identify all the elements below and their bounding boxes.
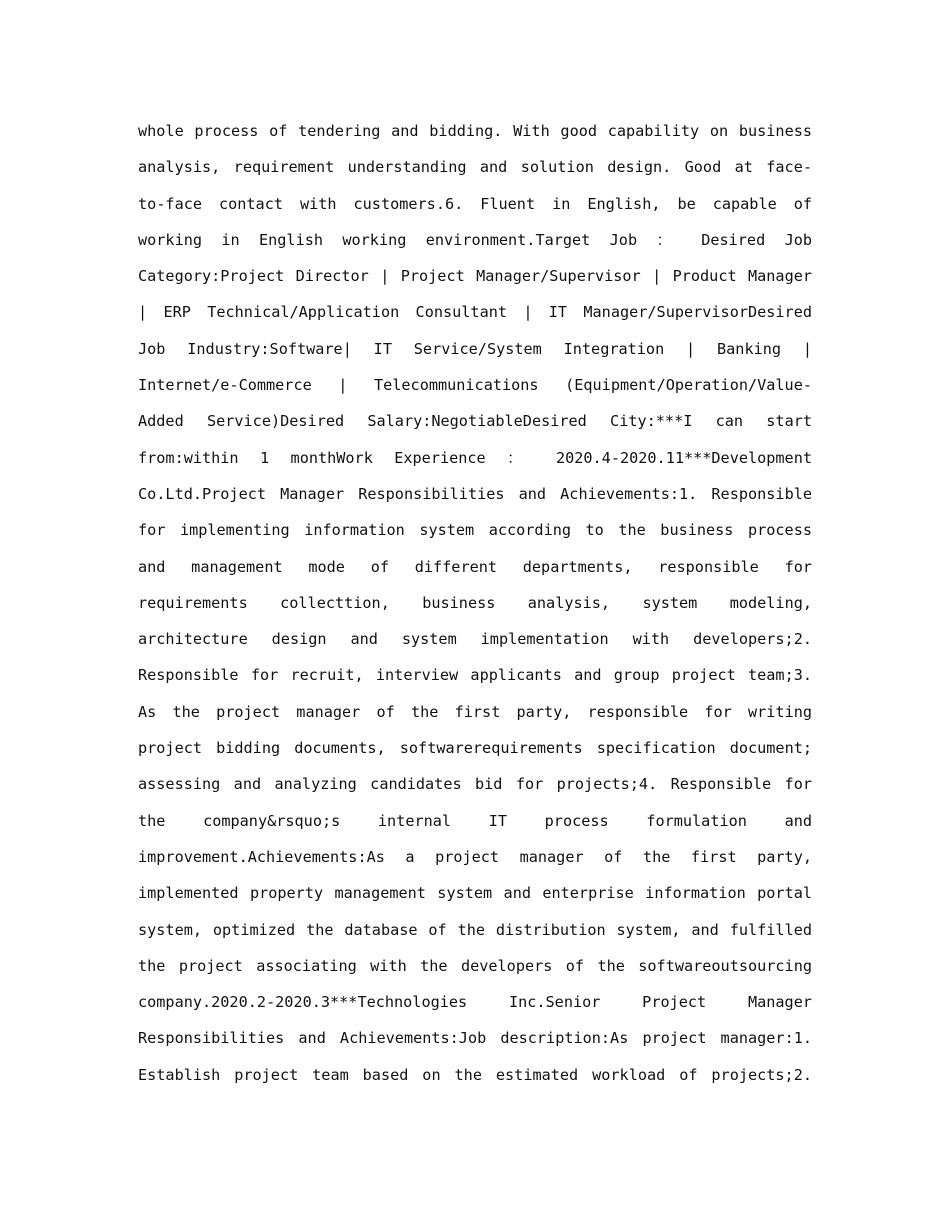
text-line: company.2020.2-2020.3***Technologies Inc.Senior Project Manager [138,993,812,1012]
text-line: Added Service)Desired Salary:NegotiableDesired City:***I can start [138,412,812,431]
text-line: and management mode of different departments, responsible for [138,557,812,576]
text-line: | ERP Technical/Application Consultant | IT Manager/SupervisorDesired [138,303,812,322]
text-line: architecture design and system implementation with developers;2. [138,630,812,649]
text-line: Category:Project Director | Project Manager/Supervisor | Product Manager [138,267,812,286]
text-line: whole process of tendering and bidding. With good capability on business [138,122,812,140]
text-line: Responsibilities and Achievements:Job description:As project manager:1. [138,1029,812,1048]
text-line: system, optimized the database of the distribution system, and fulfilled [138,920,812,939]
text-line: the company&rsquo;s internal IT process formulation and [138,811,812,830]
text-line: project bidding documents, softwarerequirements specification document; [138,739,812,758]
text-line: analysis, requirement understanding and solution design. Good at face- [138,158,812,177]
text-line: Internet/e-Commerce | Telecommunications (Equipment/Operation/Value- [138,376,812,395]
text-line: improvement.Achievements:As a project manager of the first party, [138,847,812,866]
text-line: Responsible for recruit, interview applicants and group project team;3. [138,666,812,685]
text-line: for implementing information system according to the business process [138,521,812,540]
text-line: to-face contact with customers.6. Fluent in English, be capable of [138,194,812,213]
text-line: As the project manager of the first party, responsible for writing [138,702,812,721]
text-line: from:within 1 monthWork Experience ： 2020.4-2020.11***Development [138,448,812,467]
text-line: the project associating with the developers of the softwareoutsourcing [138,956,812,975]
text-line: working in English working environment.Target Job ： Desired Job [138,230,812,249]
text-line: assessing and analyzing candidates bid for projects;4. Responsible for [138,775,812,794]
text-line: requirements collecttion, business analysis, system modeling, [138,593,812,612]
resume-body-text [138,113,812,1093]
text-line: Co.Ltd.Project Manager Responsibilities and Achievements:1. Responsible [138,484,812,503]
text-line: implemented property management system and enterprise information portal [138,884,812,903]
text-line: Job Industry:Software| IT Service/System Integration | Banking | [138,339,812,358]
text-line: Establish project team based on the estimated workload of projects;2. [138,1065,812,1084]
